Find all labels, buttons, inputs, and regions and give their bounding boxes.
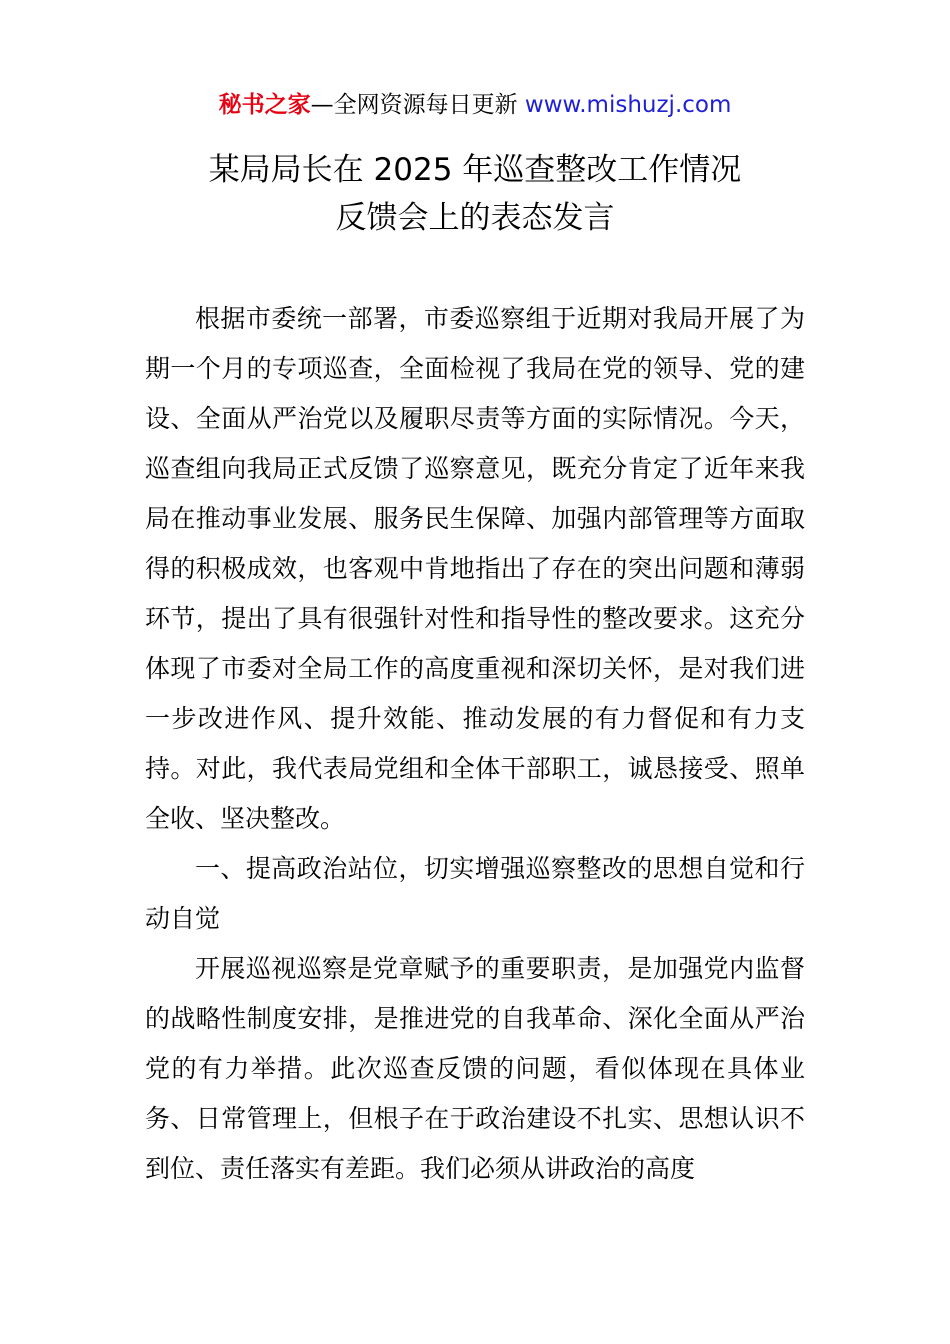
- title-line-2: 反馈会上的表态发言: [335, 200, 615, 236]
- header-url-link[interactable]: www.mishuzj.com: [524, 92, 732, 118]
- section-heading-1: 一、提高政治站位，切实增强巡察整改的思想自觉和行动自觉: [145, 854, 805, 933]
- paragraph-section-1: 开展巡视巡察是党章赋予的重要职责，是加强党内监督的战略性制度安排，是推进党的自我革命、深化全面从严治党的有力举措。此次巡查反馈的问题，看似体现在具体业务、日常管理上，但根子在于政治建设不扎实、思想认识不到位、责任落实有差距。我们必须从讲政治的高度: [145, 954, 805, 1183]
- document-title: [0, 146, 950, 242]
- title-line-1: 某局局长在 2025 年巡查整改工作情况: [208, 152, 742, 188]
- paragraph-intro: 根据市委统一部署，市委巡察组于近期对我局开展了为期一个月的专项巡查，全面检视了我局在党的领导、党的建设、全面从严治党以及履职尽责等方面的实际情况。今天，巡查组向我局正式反馈了巡察意见，既充分肯定了近年来我局在推动事业发展、服务民生保障、加强内部管理等方面取得的积极成效，也客观中肯地指出了存在的突出问题和薄弱环节，提出了具有很强针对性和指导性的整改要求。这充分体现了市委对全局工作的高度重视和深切关怀，是对我们进一步改进作风、提升效能、推动发展的有力督促和有力支持。对此，我代表局党组和全体干部职工，诚恳接受、照单全收、坚决整改。: [145, 304, 805, 833]
- site-header: [0, 88, 950, 122]
- header-tagline: —全网资源每日更新: [310, 92, 525, 118]
- document-body: [145, 294, 805, 1194]
- header-brand: 秘书之家: [218, 92, 311, 118]
